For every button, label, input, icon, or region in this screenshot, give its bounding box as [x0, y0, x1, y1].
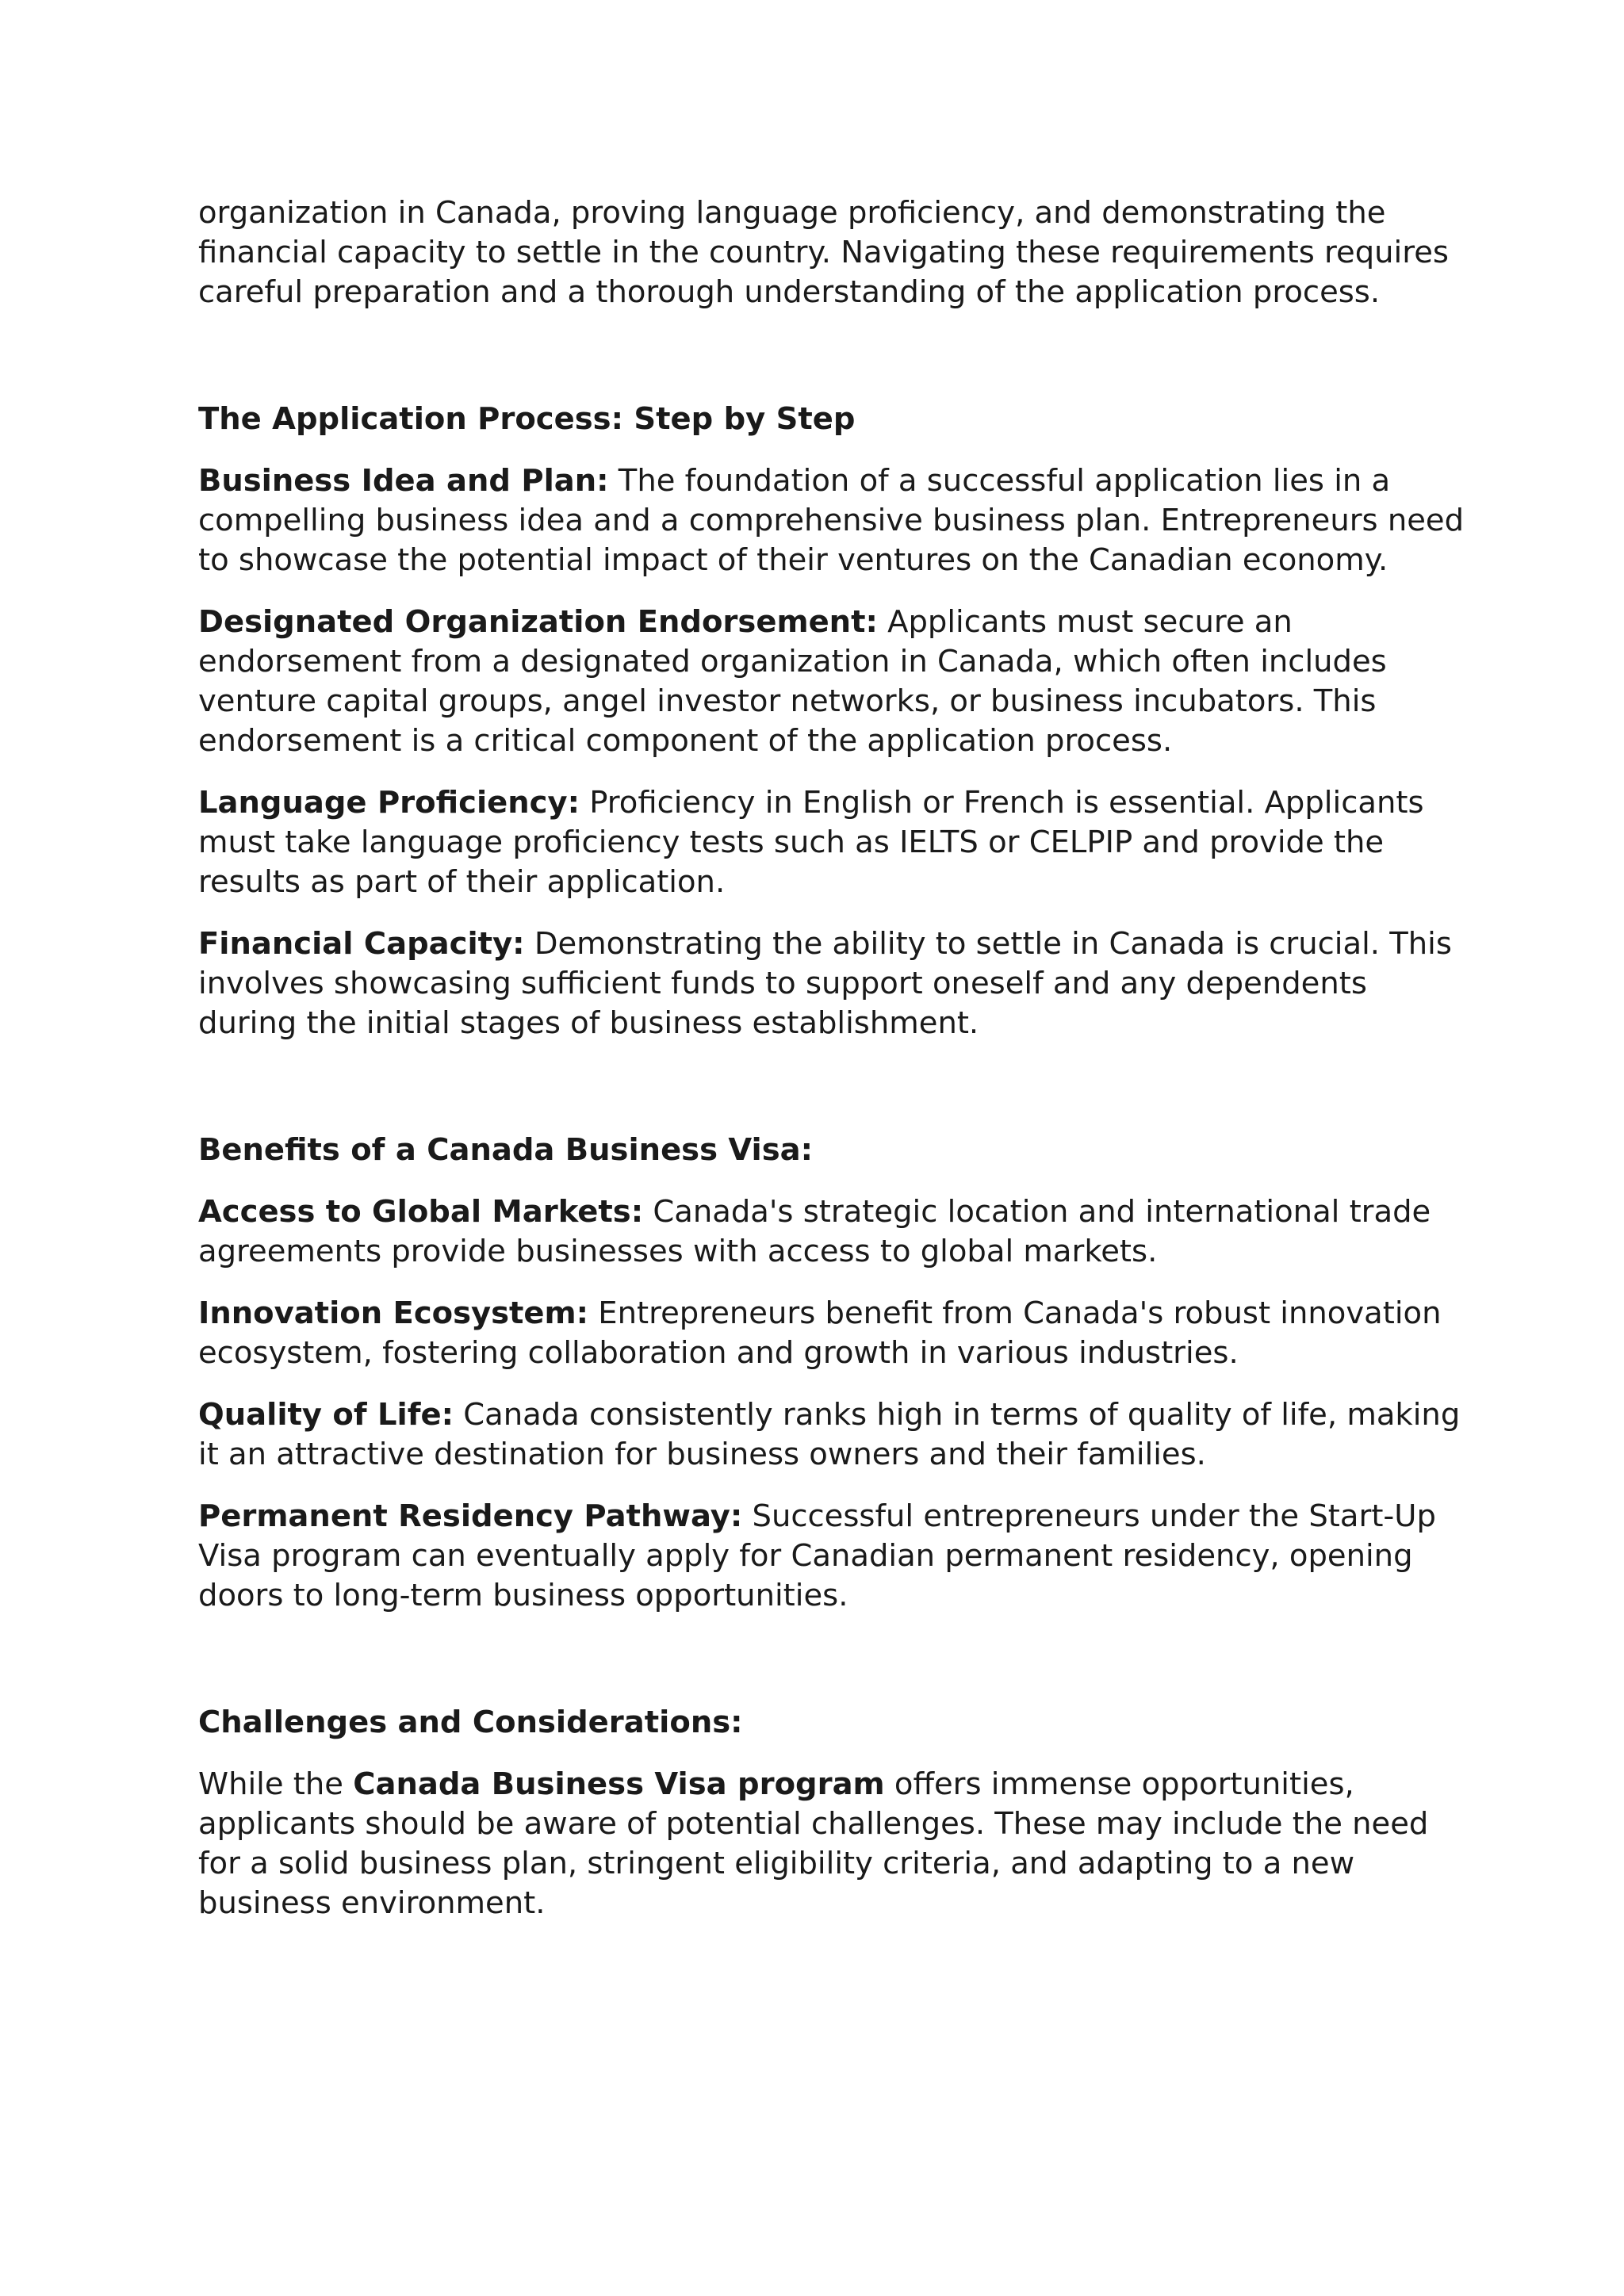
item-label: Business Idea and Plan: — [198, 463, 609, 499]
challenges-text-post: offers immense opportunities, applicants should be aware of potential challenges. These may include the need for a solid business plan, stringent eligibility criteria, and adapting to a new business environment. — [198, 1766, 1429, 1921]
item-label: Quality of Life: — [198, 1397, 454, 1433]
item-label: Financial Capacity: — [198, 926, 525, 962]
application-heading: The Application Process: Step by Step — [198, 401, 856, 437]
challenges-paragraph — [198, 1765, 1467, 1923]
intro-paragraph: organization in Canada, proving language proficiency, and demonstrating the financial capacity to settle in the country. Navigating these requirements requires careful preparation and a thorough understanding of the application process. — [198, 195, 1449, 310]
item-label: Access to Global Markets: — [198, 1194, 644, 1230]
item-text: Canada consistently ranks high in terms of quality of life, making it an attractive destination for business owners and their families. — [198, 1397, 1461, 1472]
item-text: Canada's strategic location and international trade agreements provide businesses with access to global markets. — [198, 1194, 1431, 1269]
item-text: Demonstrating the ability to settle in Canada is crucial. This involves showcasing sufficient funds to support oneself and any dependents during the initial stages of business establishment. — [198, 926, 1452, 1041]
challenges-text-bold: Canada Business Visa program — [353, 1766, 885, 1802]
application-item-language — [198, 783, 1467, 902]
challenges-text-pre: While the — [198, 1766, 354, 1802]
benefit-item-residency — [198, 1497, 1467, 1616]
item-text: Proficiency in English or French is essential. Applicants must take language proficiency tests such as IELTS or CELPIP and provide the results as part of their application. — [198, 785, 1424, 900]
benefits-heading: Benefits of a Canada Business Visa: — [198, 1132, 814, 1168]
item-label: Innovation Ecosystem: — [198, 1295, 589, 1331]
benefit-item-global-markets — [198, 1192, 1467, 1272]
item-text: Successful entrepreneurs under the Start-Up Visa program can eventually apply for Canadian permanent residency, opening doors to long-term business opportunities. — [198, 1498, 1436, 1613]
document-page — [198, 193, 1467, 1946]
item-text: Applicants must secure an endorsement from a designated organization in Canada, which often includes venture capital groups, angel investor networks, or business incubators. This endorsement is a critical component of the application process. — [198, 604, 1387, 759]
benefit-item-quality-of-life — [198, 1395, 1467, 1475]
benefit-item-innovation — [198, 1294, 1467, 1373]
application-item-business-plan — [198, 461, 1467, 580]
item-text: The foundation of a successful application lies in a compelling business idea and a comprehensive business plan. Entrepreneurs need to showcase the potential impact of their ventures on the Canadian economy. — [198, 463, 1465, 578]
challenges-heading: Challenges and Considerations: — [198, 1705, 743, 1740]
item-label: Permanent Residency Pathway: — [198, 1498, 743, 1534]
item-label: Designated Organization Endorsement: — [198, 604, 878, 640]
item-text: Entrepreneurs benefit from Canada's robust innovation ecosystem, fostering collaboration and growth in various industries. — [198, 1295, 1442, 1371]
application-item-financial — [198, 924, 1467, 1043]
item-label: Language Proficiency: — [198, 785, 580, 821]
application-item-endorsement — [198, 603, 1467, 761]
